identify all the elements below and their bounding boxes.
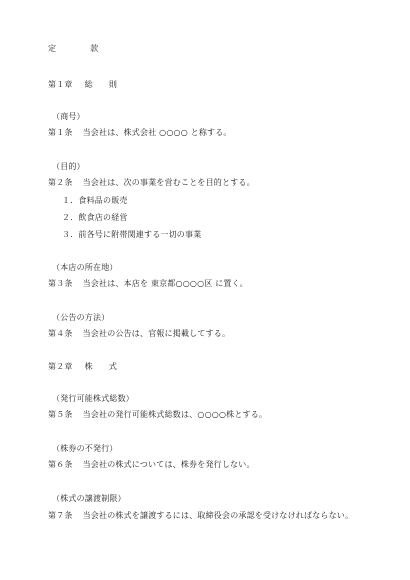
article-number: 第３条 [48, 279, 73, 288]
chapter-title-char-1: 株 [84, 362, 93, 371]
article-text: 当会社の株式を譲渡するには、取締役会の承認を受けなければならない。 [82, 511, 354, 520]
chapter-title-char-1: 総 [84, 80, 93, 89]
article-number: 第４条 [48, 329, 73, 338]
article-text: 当会社は、次の事業を営むことを目的とする。 [82, 178, 255, 187]
chapter-title-char-2: 式 [108, 362, 118, 371]
article-6 [48, 460, 255, 470]
title-char-1: 定 [48, 44, 57, 53]
chapter-1-heading [48, 80, 117, 90]
article-number: 第１条 [48, 128, 73, 137]
chapter-number: 第２章 [48, 362, 73, 371]
article-2-caption: （目的） [52, 162, 85, 171]
article-7 [48, 511, 353, 521]
article-5 [48, 410, 267, 420]
article-6-caption: （株券の不発行） [52, 444, 118, 453]
title-char-2: 款 [90, 44, 99, 53]
article-1-caption: （商号） [52, 112, 85, 121]
article-4-caption: （公告の方法） [52, 313, 110, 322]
article-number: 第７条 [48, 511, 73, 520]
article-text: 当会社の株式については、株券を発行しない。 [82, 460, 255, 469]
document-title [48, 44, 98, 54]
article-3 [48, 279, 248, 289]
chapter-title-char-2: 則 [108, 80, 118, 89]
article-4 [48, 329, 230, 339]
article-text: 当会社の公告は、官報に掲載してする。 [82, 329, 231, 338]
article-number: 第６条 [48, 460, 73, 469]
article-2-item-1: １．食料品の販売 [62, 196, 128, 205]
article-2 [48, 178, 255, 188]
article-2-item-2: ２．飲食店の経営 [62, 213, 128, 222]
article-number: 第２条 [48, 178, 73, 187]
article-text: 当会社は、本店を 東京都○○○○区 に置く。 [82, 279, 248, 288]
article-5-caption: （発行可能株式総数） [52, 394, 134, 403]
chapter-number: 第１章 [48, 80, 73, 89]
article-7-caption: （株式の譲渡制限） [52, 494, 126, 503]
chapter-2-heading [48, 362, 117, 372]
article-number: 第５条 [48, 410, 73, 419]
article-1 [48, 128, 232, 138]
article-3-caption: （本店の所在地） [52, 263, 118, 272]
article-text: 当会社は、株式会社 ○○○○ と称する。 [82, 128, 232, 137]
article-2-item-3: ３．前各号に附帯関連する一切の事業 [62, 230, 202, 239]
article-text: 当会社の発行可能株式総数は、○○○○株とする。 [82, 410, 268, 419]
